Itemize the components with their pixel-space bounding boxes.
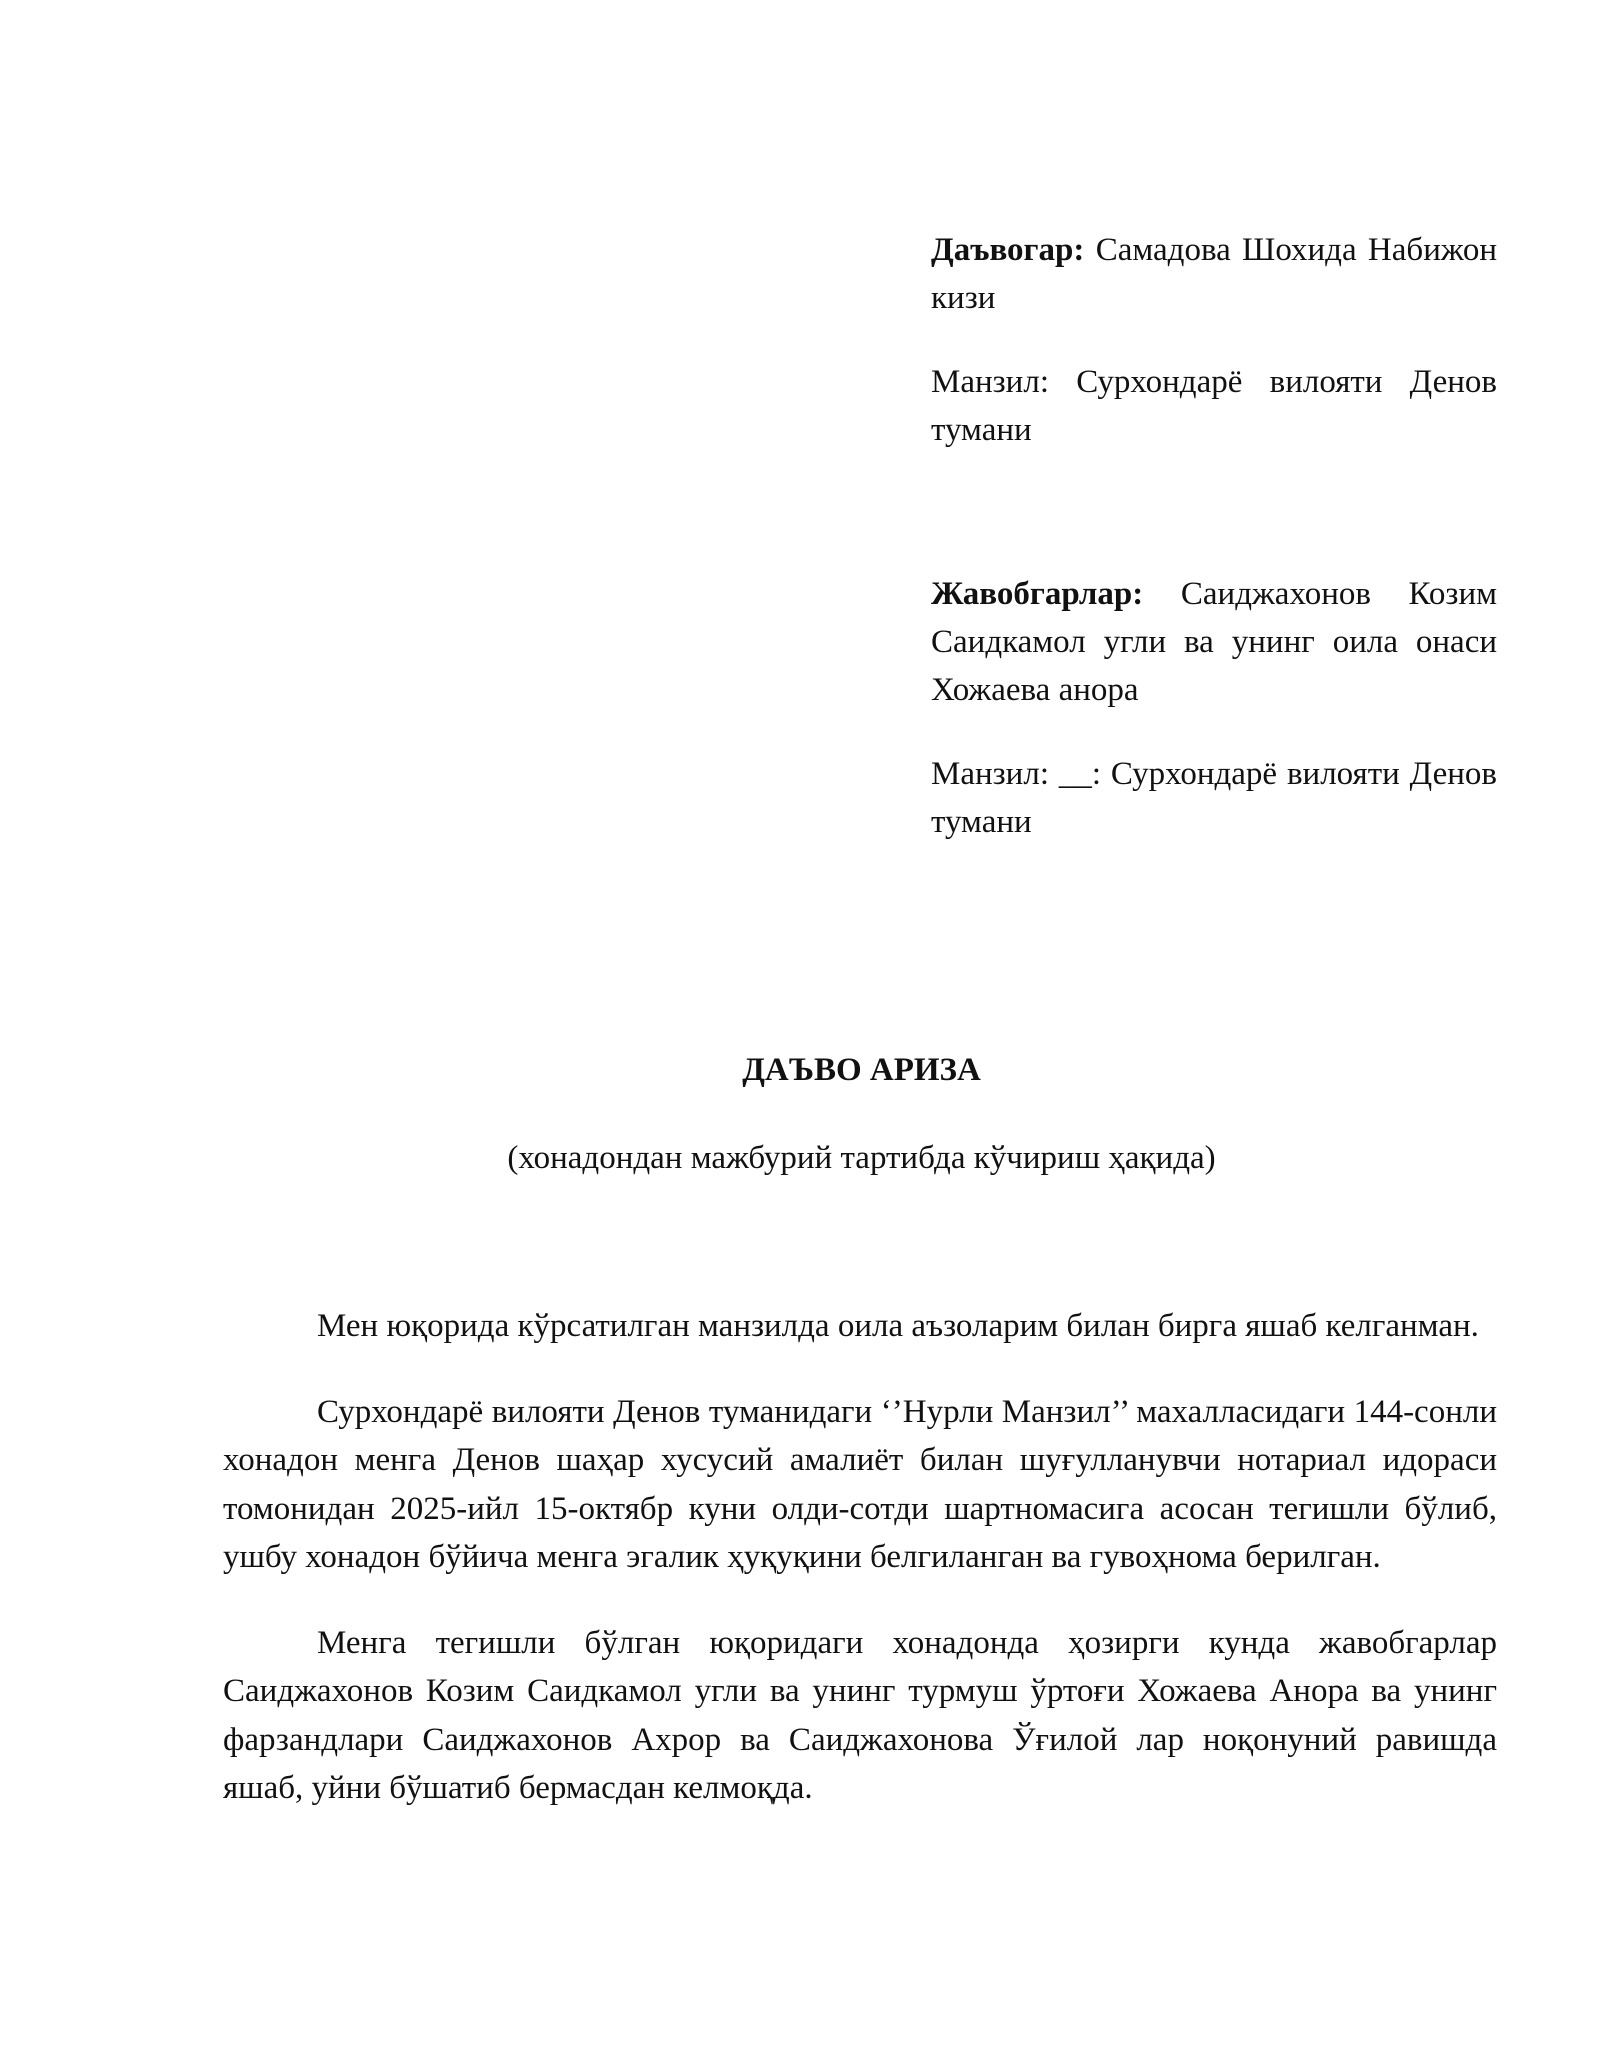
plaintiff-name: Самадова Шохида Набижон кизи (931, 232, 1497, 316)
defendants-address-block (931, 750, 1497, 846)
document-body (223, 1302, 1497, 1850)
defendants-names: Саиджахонов Козим Саидкамол угли ва унинг оила онаси Хожаева анора (931, 576, 1497, 708)
body-paragraph: Мен юқорида кўрсатилган манзилда оила аъзоларим билан бирга яшаб келганман. (317, 1308, 1479, 1344)
defendants-address: Манзил: __: Сурхондарё вилояти Денов тумани (931, 756, 1497, 840)
defendants-block (931, 570, 1497, 714)
plaintiff-label: Даъвогар: (931, 232, 1085, 268)
document-title: ДАЪВО АРИЗА (742, 1052, 981, 1088)
plaintiff-line (931, 226, 1497, 322)
body-paragraph: Сурхондарё вилояти Денов туманидаги ‘’Нурли Манзил’’ махалласидаги 144-сонли хонадон менга Денов шаҳар хусусий амалиёт билан шуғулланувчи нотариал идораси томонидан 2025-ийл 15-октябр куни олди-сотди шартномасига асосан тегишли бўлиб, ушбу хонадон бўйича менга эгалик ҳуқуқини белгиланган ва гувоҳнома берилган. (223, 1393, 1497, 1575)
plaintiff-block (931, 226, 1497, 322)
plaintiff-address-block (931, 358, 1497, 454)
defendants-label: Жавобгарлар: (931, 576, 1144, 612)
body-paragraph: Менга тегишли бўлган юқоридаги хонадонда ҳозирги кунда жавобгарлар Саиджахонов Козим Саидкамол угли ва унинг турмуш ўртоғи Хожаева Анора ва унинг фарзандлари Саиджахонов Ахрор ва Саиджахонова Ўғилой лар ноқонуний равишда яшаб, уйни бўшатиб бермасдан келмоқда. (223, 1624, 1497, 1806)
document-subtitle: (хонадондан мажбурий тартибда кўчириш ҳақида) (507, 1140, 1216, 1176)
defendants-line (931, 570, 1497, 714)
plaintiff-address: Манзил: Сурхондарё вилояти Денов тумани (931, 364, 1497, 448)
